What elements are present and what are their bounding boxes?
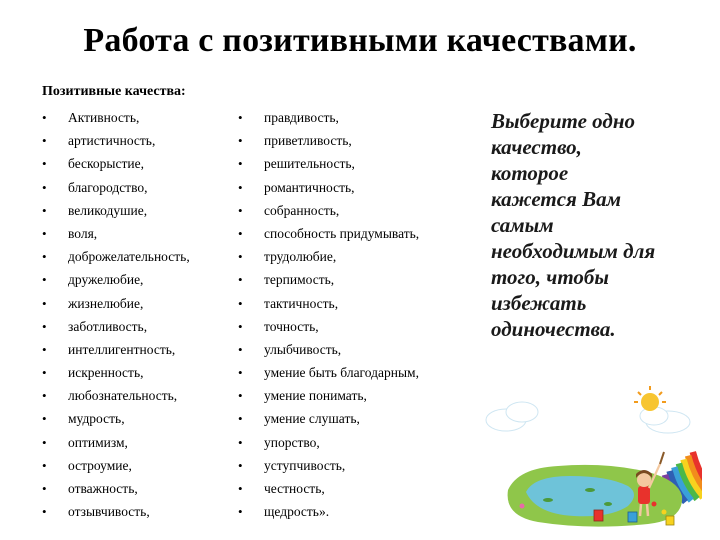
list-item: • терпимость, [238, 268, 419, 291]
list-item: • приветливость, [238, 129, 419, 152]
list-item: • способность придумывать, [238, 222, 419, 245]
callout-text [491, 108, 691, 342]
list-item: • щедрость». [238, 500, 419, 523]
list-item: • упорство, [238, 431, 419, 454]
list-item: • отважность, [42, 477, 190, 500]
list-item: • воля, [42, 222, 190, 245]
list-item: • трудолюбие, [238, 245, 419, 268]
list-heading: Позитивные качества: [42, 84, 186, 99]
list-item: • искренность, [42, 361, 190, 384]
list-item: • честность, [238, 477, 419, 500]
list-item: • умение быть благодарным, [238, 361, 419, 384]
sun-icon [634, 386, 666, 411]
list-item: • интеллигентность, [42, 338, 190, 361]
list-item: • остроумие, [42, 454, 190, 477]
list-item: • оптимизм, [42, 431, 190, 454]
list-item: • Активность, [42, 106, 190, 129]
callout-line: самым [491, 213, 554, 237]
callout-line: необходимым для [491, 239, 656, 263]
list-item: • дружелюбие, [42, 268, 190, 291]
list-item: • умение слушать, [238, 407, 419, 430]
list-item: • тактичность, [238, 292, 419, 315]
list-item: • собранность, [238, 199, 419, 222]
callout-line: которое [491, 161, 569, 185]
list-item: • заботливость, [42, 315, 190, 338]
list-item: • артистичность, [42, 129, 190, 152]
list-item: • точность, [238, 315, 419, 338]
list-item: • отзывчивость, [42, 500, 190, 523]
list-item: • бескорыстие, [42, 152, 190, 175]
list-item: • умение понимать, [238, 384, 419, 407]
qualities-list-column-1 [42, 106, 190, 523]
list-item: • решительность, [238, 152, 419, 175]
slide-title: Работа с позитивными качествами. [83, 22, 637, 59]
rainbow-girl-painting-icon [478, 372, 702, 532]
list-item: • любознательность, [42, 384, 190, 407]
list-item: • доброжелательность, [42, 245, 190, 268]
callout-line: того, чтобы [491, 265, 609, 289]
list-item: • благородство, [42, 176, 190, 199]
list-item: • жизнелюбие, [42, 292, 190, 315]
list-item: • мудрость, [42, 407, 190, 430]
callout-line: качество, [491, 135, 582, 159]
callout-line: кажется Вам [491, 187, 621, 211]
callout-line: Выберите одно [491, 109, 635, 133]
list-item: • улыбчивость, [238, 338, 419, 361]
list-item: • уступчивость, [238, 454, 419, 477]
callout-line: избежать [491, 291, 587, 315]
callout-line: одиночества. [491, 317, 616, 341]
list-item: • великодушие, [42, 199, 190, 222]
qualities-list-column-2 [238, 106, 419, 523]
list-item: • правдивость, [238, 106, 419, 129]
list-item: • романтичность, [238, 176, 419, 199]
